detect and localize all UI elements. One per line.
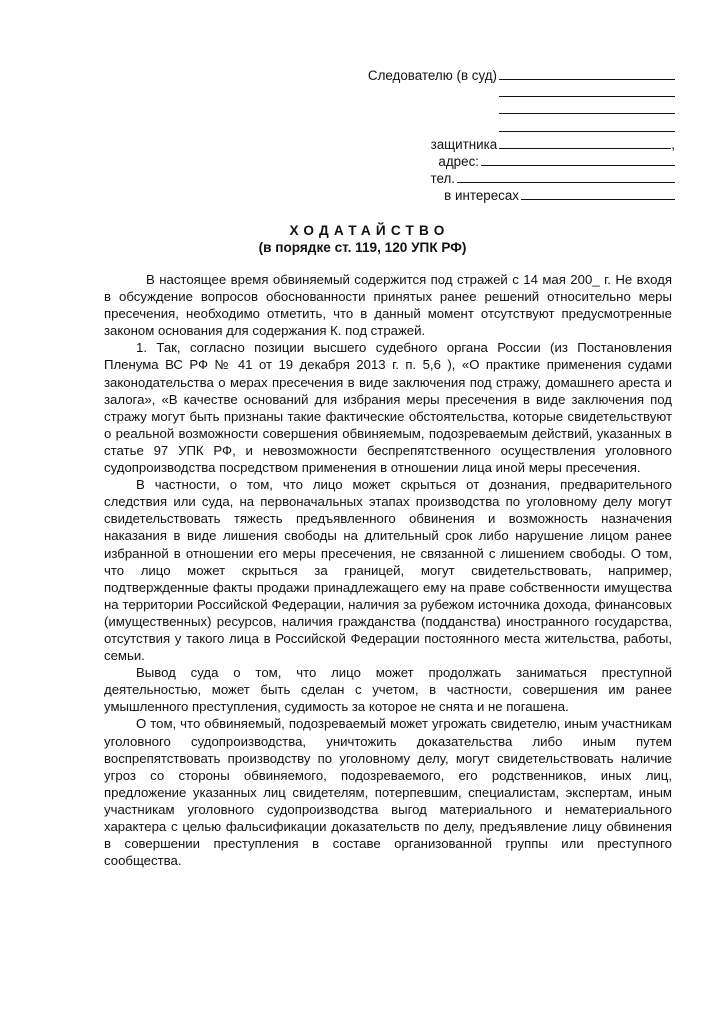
phone-line	[330, 169, 675, 186]
addressee-line-2	[330, 83, 675, 100]
addressee-line-3	[330, 100, 675, 117]
address-blank	[481, 152, 675, 166]
paragraph-3: Вывод суда о том, что лицо может продолжать заниматься преступной деятельностью, может быть сделан с учетом, в частности, совершения им ранее умышленного преступления, судимость за которое не снята и не погашена.	[104, 665, 672, 715]
addressee-blank-4	[499, 118, 675, 132]
investigator-label: Следователю (в суд)	[367, 68, 497, 83]
title-subtitle: (в порядке ст. 119, 120 УПК РФ)	[258, 240, 467, 255]
title-main: ХОДАТАЙСТВО	[289, 223, 450, 238]
addressee-line	[330, 66, 675, 83]
defender-label: защитника	[430, 136, 498, 152]
address-line	[330, 152, 675, 169]
interests-line	[330, 186, 675, 203]
addressee-blank-3	[499, 100, 675, 114]
address-label: адрес:	[438, 153, 479, 169]
document-body	[104, 271, 672, 869]
paragraph-2: В частности, о том, что лицо может скрыться от дознания, предварительного следствия или суда, на первоначальных этапах производства по уголовному делу могут свидетельствовать тяжесть предъявленного обвинения и возможность назначения наказания в виде лишения свободы на длительный срок либо нарушение лицом ранее избранной в отношении его меры пресечения, не связанной с лишением свободы. О том, что лицо может скрыться за границей, могут свидетельствовать, например, подтвержденные факты продажи принадлежащего ему на праве собственности имущества на территории Российской Федерации, наличия за рубежом источника дохода, финансовых (имущественных) ресурсов, наличия гражданства (подданства) иностранного государства, отсутствия у такого лица в Российской Федерации постоянного места жительства, работы, семьи.	[104, 477, 672, 664]
document-title	[0, 222, 725, 256]
paragraph-intro: В настоящее время обвиняемый содержится под стражей с 14 мая 200_ г. Не входя в обсуждение вопросов обоснованности принятых ранее решений относительно меры пресечения, необходимо отметить, что в данный момент отсутствуют предусмотренные законом основания для содержания К. под стражей.	[104, 272, 672, 339]
phone-blank	[457, 169, 675, 183]
addressee-blank	[499, 66, 675, 80]
defender-line	[330, 135, 675, 152]
defender-trailing: ,	[671, 136, 675, 152]
paragraph-1: 1. Так, согласно позиции высшего судебного органа России (из Постановления Пленума ВС РФ № 41 от 19 декабря 2013 г. п. 5,6 ), «О практике применения судами законодательства о мерах пресечения в виде заключения под стражу, домашнего ареста и залога», «В качестве оснований для избрания меры пресечения в виде заключения под стражу могут быть признаны такие фактические обстоятельства, которые свидетельствуют о реальной возможности совершения обвиняемым, подозреваемым действий, указанных в статье 97 УПК РФ, и невозможности беспрепятственного осуществления уголовного судопроизводства посредством применения в отношении лица иной меры пресечения.	[104, 340, 672, 476]
interests-label: в интересах	[444, 188, 519, 204]
addressee-line-4	[330, 118, 675, 135]
defender-blank	[499, 135, 671, 149]
paragraph-4: О том, что обвиняемый, подозреваемый может угрожать свидетелю, иным участникам уголовного судопроизводства, уничтожить доказательства либо иным путем воспрепятствовать производству по уголовному делу, могут свидетельствовать наличие угроз со стороны обвиняемого, подозреваемого, его родственников, иных лиц, предложение указанных лиц свидетелям, потерпевшим, специалистам, экспертам, иным участникам уголовного судопроизводства выгод материального и нематериального характера с целью фальсификации доказательств по делу, предъявление лицу обвинения в совершении преступления в составе организованной группы или преступного сообщества.	[104, 716, 672, 869]
phone-label: тел.	[430, 171, 455, 187]
addressee-blank-2	[499, 83, 675, 97]
interests-blank	[521, 186, 675, 200]
addressee-block	[330, 66, 675, 204]
